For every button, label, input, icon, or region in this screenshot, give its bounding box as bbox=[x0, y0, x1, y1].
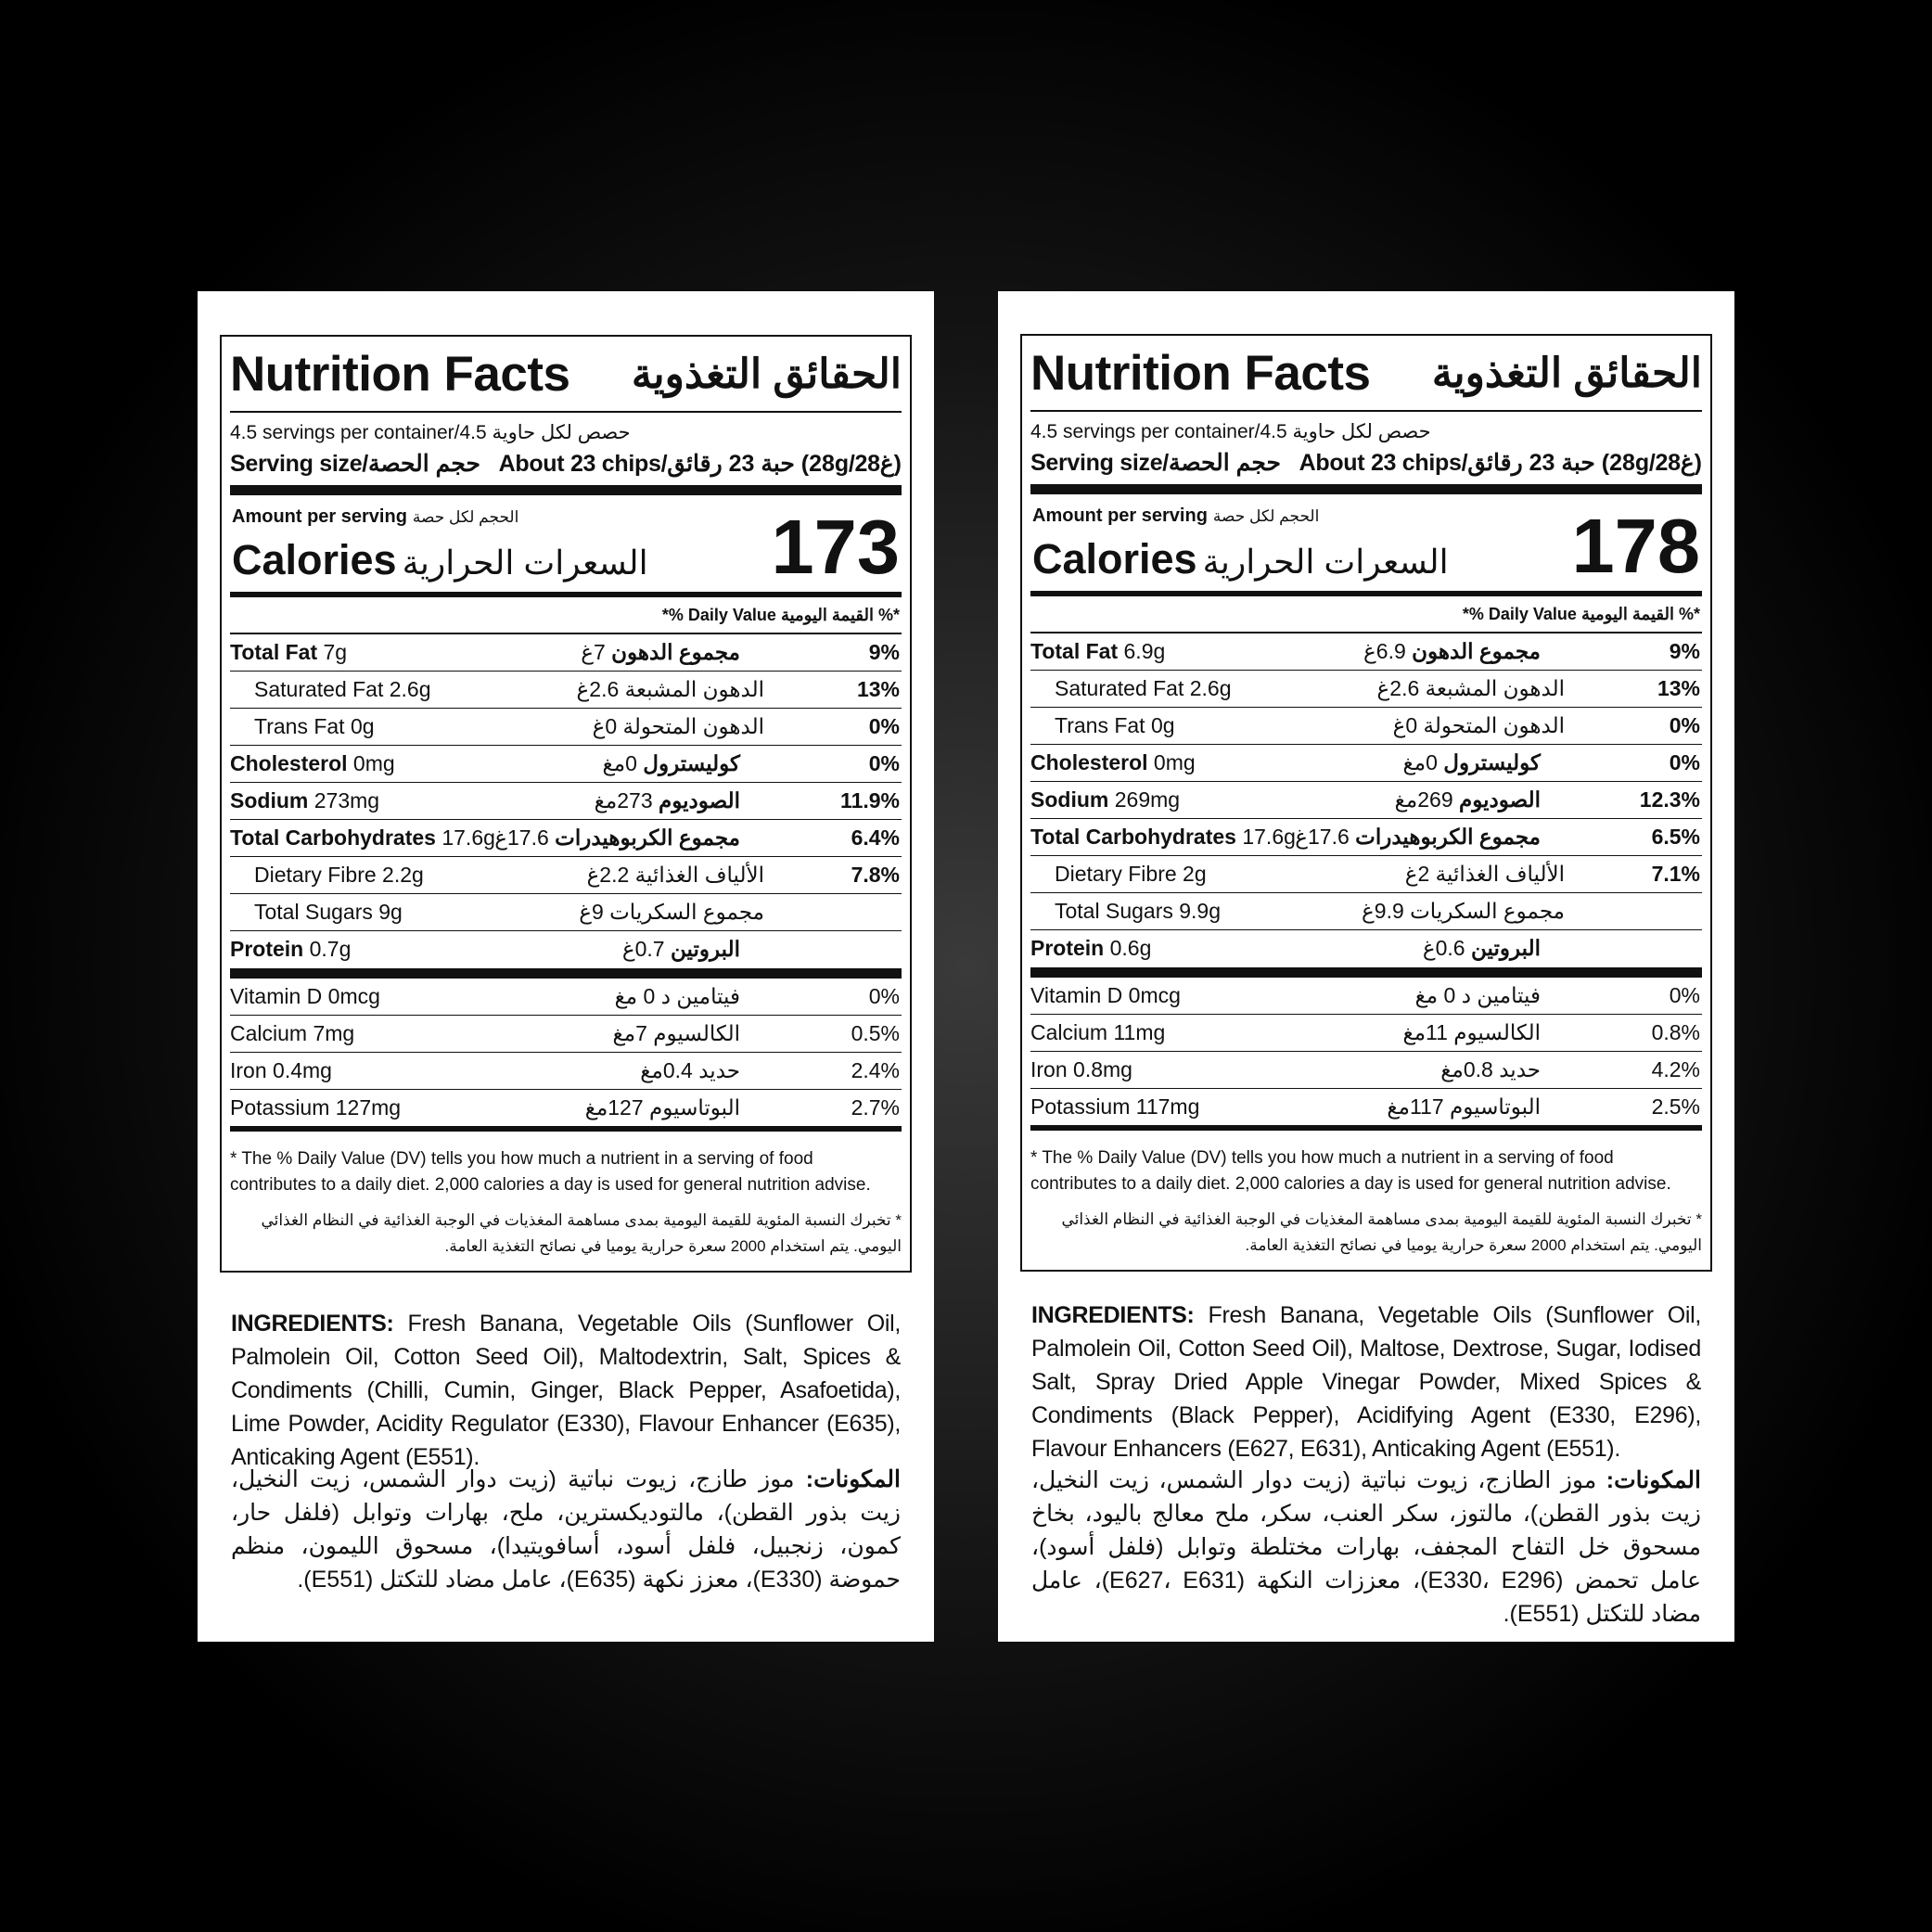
nutrient-name-ar: الدهون المشبعة bbox=[624, 677, 764, 701]
nutrient-name: Total Sugars bbox=[1055, 899, 1173, 923]
nutrient-row-dietary-fibre bbox=[230, 856, 902, 893]
nutrient-table bbox=[230, 633, 902, 967]
nutrient-table bbox=[1030, 632, 1702, 966]
calories-block bbox=[1030, 494, 1702, 591]
ingredients-label-ar: المكونات: bbox=[1606, 1467, 1701, 1493]
nutrient-name: Saturated Fat bbox=[254, 677, 384, 701]
thick-divider bbox=[230, 485, 902, 495]
servings-per-container: 4.5 servings per container/4.5 حصص لكل حاوية bbox=[1030, 410, 1702, 446]
ingredients-arabic bbox=[231, 1463, 901, 1596]
nutrient-dv: 12.3% bbox=[1639, 787, 1700, 812]
vitamin-dv: 0.8% bbox=[1651, 1020, 1700, 1044]
vitamin-name-ar: البوتاسيوم 117مغ bbox=[1387, 1094, 1541, 1119]
nutrient-amount: 9g bbox=[378, 900, 403, 924]
nutrient-row-trans-fat bbox=[1030, 707, 1702, 744]
nutrient-amount-ar: 2غ bbox=[1404, 862, 1430, 886]
nutrient-row-sodium bbox=[230, 782, 902, 819]
calories-label-en: Calories bbox=[232, 536, 397, 583]
nutrient-amount-ar: 2.2غ bbox=[586, 863, 630, 887]
nutrient-dv: 9% bbox=[1669, 639, 1700, 663]
vitamin-name-ar: البوتاسيوم 127مغ bbox=[584, 1095, 740, 1120]
nutrient-amount: 2.6g bbox=[1189, 676, 1232, 700]
amount-per-serving bbox=[232, 506, 518, 528]
nutrient-amount: 2.2g bbox=[382, 863, 424, 887]
vitamin-table bbox=[230, 979, 902, 1126]
vitamin-dv: 0% bbox=[1669, 983, 1700, 1007]
nutrient-row-total-fat bbox=[1030, 632, 1702, 670]
daily-value-header: *% Daily Value القيمة اليومية %* bbox=[661, 606, 900, 624]
nutrient-dv: 7.1% bbox=[1651, 862, 1700, 886]
vitamin-name: Vitamin D 0mcg bbox=[230, 984, 380, 1008]
vitamin-name-ar: حديد 0.8مغ bbox=[1440, 1057, 1541, 1081]
nutrient-amount-ar: 0غ bbox=[1392, 713, 1418, 737]
nutrient-amount: 273mg bbox=[313, 788, 380, 812]
vitamin-row bbox=[230, 1052, 902, 1089]
vitamin-name: Iron 0.8mg bbox=[1030, 1057, 1132, 1081]
nutrient-name: Total Fat bbox=[1030, 639, 1119, 663]
nutrient-name-ar: مجموع الدهون bbox=[1412, 639, 1541, 663]
nutrient-name: Protein bbox=[1030, 936, 1105, 960]
nutrient-name: Total Carbohydrates bbox=[1030, 825, 1236, 849]
nutrient-row-sodium bbox=[1030, 781, 1702, 818]
vitamin-dv: 2.7% bbox=[851, 1095, 900, 1120]
vitamin-name: Calcium 11mg bbox=[1030, 1020, 1166, 1044]
mid-divider bbox=[1030, 1125, 1702, 1131]
calories-block bbox=[230, 495, 902, 592]
nutrient-row-trans-fat bbox=[230, 708, 902, 745]
nutrient-row-total-carbohydrates bbox=[1030, 818, 1702, 855]
amount-per-serving-ar: الحجم لكل حصة bbox=[412, 508, 519, 526]
nutrient-row-protein bbox=[230, 930, 902, 967]
nutrient-name: Protein bbox=[230, 937, 304, 961]
nutrient-name-ar: مجموع السكريات bbox=[609, 900, 764, 924]
calories-label bbox=[232, 536, 648, 584]
footnote-arabic: * تخبرك النسبة المئوية للقيمة اليومية بمدى مساهمة المغذيات في الوجبة الغذائية في النظام الغذائي اليومي. يتم استخدام 2000 سعرة حرارية يوميا في نصائح التغذية العامة. bbox=[1061, 1210, 1702, 1254]
daily-value-header: *% Daily Value القيمة اليومية %* bbox=[1462, 605, 1700, 623]
nutrient-name: Sodium bbox=[1030, 787, 1109, 812]
nutrient-name-ar: الألياف الغذائية bbox=[1435, 862, 1565, 886]
serving-size-label: Serving size/حجم الحصة bbox=[1030, 450, 1281, 476]
nutrient-dv: 13% bbox=[1657, 676, 1700, 700]
nutrient-amount: 2.6g bbox=[389, 677, 431, 701]
nutrient-name-ar: الدهون المتحولة bbox=[1423, 713, 1565, 737]
nutrient-name-ar: الدهون المشبعة bbox=[1425, 676, 1565, 700]
thick-divider bbox=[1030, 967, 1702, 978]
nutrient-name: Total Carbohydrates bbox=[230, 825, 436, 850]
nutrient-amount-ar: 0مغ bbox=[602, 751, 637, 775]
vitamin-name: Iron 0.4mg bbox=[230, 1058, 332, 1082]
serving-size-label: Serving size/حجم الحصة bbox=[230, 451, 480, 477]
vitamin-dv: 2.5% bbox=[1651, 1094, 1700, 1119]
thick-divider bbox=[230, 968, 902, 979]
calories-label-ar: السعرات الحرارية bbox=[1202, 543, 1449, 581]
nutrient-amount: 0g bbox=[1150, 713, 1175, 737]
nutrient-name: Dietary Fibre bbox=[1055, 862, 1177, 886]
nutrient-row-cholesterol bbox=[230, 745, 902, 782]
calories-label-en: Calories bbox=[1032, 535, 1197, 582]
vitamin-row bbox=[1030, 978, 1702, 1014]
thick-divider bbox=[1030, 484, 1702, 494]
nutrient-amount: 9.9g bbox=[1179, 899, 1222, 923]
nutrient-dv: 0% bbox=[1669, 713, 1700, 737]
nutrient-dv: 9% bbox=[868, 640, 900, 664]
serving-size-value: About 23 chips/حبة 23 رقائق (28g/28غ) bbox=[1299, 450, 1702, 476]
nutrient-name-ar: البروتين bbox=[671, 937, 740, 961]
vitamin-name: Vitamin D 0mcg bbox=[1030, 983, 1181, 1007]
footnote-english: * The % Daily Value (DV) tells you how much a nutrient in a serving of food contributes to a daily diet. 2,000 calories a day is used for general nutrition advise. bbox=[1030, 1148, 1671, 1194]
amount-per-serving-en: Amount per serving bbox=[1032, 505, 1208, 526]
nutrient-amount-ar: 17.6غ bbox=[494, 825, 549, 850]
vitamin-row bbox=[230, 1015, 902, 1052]
calories-value: 178 bbox=[1571, 503, 1700, 589]
nutrient-amount-ar: 17.6غ bbox=[1295, 825, 1350, 849]
nutrient-name-ar: الصوديوم bbox=[659, 788, 740, 812]
serving-size-row bbox=[230, 447, 902, 484]
nutrient-name: Dietary Fibre bbox=[254, 863, 377, 887]
nutrient-row-total-fat bbox=[230, 633, 902, 671]
vitamin-name-ar: فيتامين د 0 مغ bbox=[1414, 983, 1541, 1007]
footnote-arabic: * تخبرك النسبة المئوية للقيمة اليومية بمدى مساهمة المغذيات في الوجبة الغذائية في النظام الغذائي اليومي. يتم استخدام 2000 سعرة حرارية يوميا في نصائح التغذية العامة. bbox=[261, 1211, 902, 1255]
serving-size-value: About 23 chips/حبة 23 رقائق (28g/28غ) bbox=[498, 451, 902, 477]
nutrient-amount-ar: 0.7غ bbox=[621, 937, 665, 961]
nutrient-row-protein bbox=[1030, 929, 1702, 966]
ingredients-arabic bbox=[1031, 1464, 1701, 1631]
title-english: Nutrition Facts bbox=[230, 346, 570, 402]
nutrient-amount: 0mg bbox=[1153, 750, 1196, 774]
mid-divider bbox=[230, 1126, 902, 1132]
vitamin-row bbox=[230, 979, 902, 1015]
nutrient-name-ar: البروتين bbox=[1471, 936, 1541, 960]
nutrient-row-dietary-fibre bbox=[1030, 855, 1702, 892]
amount-per-serving bbox=[1032, 505, 1319, 527]
serving-size-row bbox=[1030, 446, 1702, 483]
vitamin-name: Calcium 7mg bbox=[230, 1021, 355, 1045]
nutrient-name: Total Sugars bbox=[254, 900, 373, 924]
nutrient-amount-ar: 2.6غ bbox=[576, 677, 620, 701]
title-row bbox=[1030, 336, 1702, 410]
vitamin-dv: 0.5% bbox=[851, 1021, 900, 1045]
ingredients-label: INGREDIENTS: bbox=[1031, 1302, 1195, 1328]
vitamin-dv: 2.4% bbox=[851, 1058, 900, 1082]
nutrient-amount: 0mg bbox=[352, 751, 395, 775]
nutrient-amount-ar: 6.9غ bbox=[1363, 639, 1406, 663]
ingredients-label: INGREDIENTS: bbox=[231, 1311, 394, 1337]
servings-per-container: 4.5 servings per container/4.5 حصص لكل حاوية bbox=[230, 411, 902, 447]
nutrient-amount: 7g bbox=[323, 640, 348, 664]
vitamin-dv: 4.2% bbox=[1651, 1057, 1700, 1081]
ingredients-english bbox=[231, 1307, 901, 1474]
nutrient-amount: 0.6g bbox=[1109, 936, 1152, 960]
nutrient-dv: 0% bbox=[868, 751, 900, 775]
nutrient-amount-ar: 273مغ bbox=[594, 788, 653, 812]
nutrient-amount-ar: 7غ bbox=[581, 640, 606, 664]
nutrient-name: Cholesterol bbox=[1030, 750, 1148, 774]
nutrient-amount: 2g bbox=[1183, 862, 1207, 886]
nutrient-row-saturated-fat bbox=[230, 671, 902, 708]
nutrient-amount: 0.7g bbox=[309, 937, 352, 961]
nutrient-row-total-carbohydrates bbox=[230, 819, 902, 856]
nutrient-name: Sodium bbox=[230, 788, 309, 812]
vitamin-table bbox=[1030, 978, 1702, 1125]
nutrient-name-ar: مجموع السكريات bbox=[1410, 899, 1565, 923]
calories-label-ar: السعرات الحرارية bbox=[402, 544, 648, 582]
nutrient-dv: 0% bbox=[1669, 750, 1700, 774]
nutrient-dv: 11.9% bbox=[840, 788, 900, 812]
nutrient-row-cholesterol bbox=[1030, 744, 1702, 781]
nutrient-dv: 7.8% bbox=[851, 863, 900, 887]
nutrient-name: Trans Fat bbox=[1055, 713, 1145, 737]
vitamin-row bbox=[1030, 1014, 1702, 1051]
nutrient-row-total-sugars bbox=[230, 893, 902, 930]
nutrient-amount: 17.6g bbox=[441, 825, 495, 850]
amount-per-serving-ar: الحجم لكل حصة bbox=[1212, 507, 1320, 525]
vitamin-name-ar: حديد 0.4مغ bbox=[640, 1058, 740, 1082]
ingredients-label-ar: المكونات: bbox=[805, 1466, 901, 1492]
nutrient-amount: 17.6g bbox=[1242, 825, 1296, 849]
ingredients-text-ar: موز طازج، زيوت نباتية (زيت دوار الشمس، زيت النخيل، زيت بذور القطن)، مالتوديكسترين، ملح، بهارات وتوابل (فلفل حار، كمون، زنجبيل، فلفل أسود، أسافويتيدا)، مسحوق الليمون، منظم حموضة (E330)، معزز نكهة (E635)، عامل مضاد للتكتل (E551). bbox=[231, 1466, 901, 1593]
nutrient-name-ar: كوليسترول bbox=[643, 751, 740, 775]
nutrient-amount-ar: 9غ bbox=[579, 900, 604, 924]
footnote-english: * The % Daily Value (DV) tells you how much a nutrient in a serving of food contributes to a daily diet. 2,000 calories a day is used for general nutrition advise. bbox=[230, 1149, 871, 1195]
ingredients-text: Fresh Banana, Vegetable Oils (Sunflower Oil, Palmolein Oil, Cotton Seed Oil), Maltodextrin, Salt, Spices & Condiments (Chilli, Cumin, Ginger, Black Pepper, Asafoetida), Lime Powder, Acidity Regulator (E330), Flavour Enhancer (E635), Anticaking Agent (E551). bbox=[231, 1311, 901, 1470]
vitamin-row bbox=[1030, 1088, 1702, 1125]
nutrient-amount-ar: 0غ bbox=[592, 714, 618, 738]
nutrient-name-ar: كوليسترول bbox=[1443, 750, 1541, 774]
title-arabic: الحقائق التغذوية bbox=[1431, 350, 1702, 396]
nutrient-name: Total Fat bbox=[230, 640, 318, 664]
nutrient-amount-ar: 269مغ bbox=[1394, 787, 1453, 812]
nutrient-row-total-sugars bbox=[1030, 892, 1702, 929]
nutrient-amount-ar: 2.6غ bbox=[1376, 676, 1420, 700]
nutrient-dv: 13% bbox=[856, 677, 900, 701]
vitamin-name-ar: الكالسيوم 11مغ bbox=[1402, 1020, 1541, 1044]
nutrient-name-ar: الألياف الغذائية bbox=[634, 863, 764, 887]
nutrient-name: Cholesterol bbox=[230, 751, 348, 775]
vitamin-row bbox=[230, 1089, 902, 1126]
nutrient-name-ar: الصوديوم bbox=[1459, 787, 1541, 812]
amount-per-serving-en: Amount per serving bbox=[232, 506, 407, 527]
nutrient-name-ar: الدهون المتحولة bbox=[622, 714, 764, 738]
vitamin-name: Potassium 127mg bbox=[230, 1095, 402, 1120]
nutrient-amount: 0g bbox=[350, 714, 375, 738]
nutrient-name: Saturated Fat bbox=[1055, 676, 1184, 700]
ingredients-text: Fresh Banana, Vegetable Oils (Sunflower Oil, Palmolein Oil, Cotton Seed Oil), Maltose, Dextrose, Sugar, Iodised Salt, Spray Dried Apple Vinegar Powder, Mixed Spices & Condiments (Black Pepper), Acidifying Agent (E330, E296), Flavour Enhancers (E627, E631), Anticaking Agent (E551). bbox=[1031, 1302, 1701, 1462]
calories-label bbox=[1032, 535, 1449, 583]
nutrition-label-left bbox=[198, 291, 934, 1642]
title-english: Nutrition Facts bbox=[1030, 345, 1371, 401]
nutrient-dv: 0% bbox=[868, 714, 900, 738]
vitamin-name-ar: الكالسيوم 7مغ bbox=[612, 1021, 740, 1045]
nutrient-dv: 6.5% bbox=[1651, 825, 1700, 849]
nutrient-amount-ar: 0.6غ bbox=[1422, 936, 1465, 960]
nutrition-facts-panel bbox=[1020, 334, 1712, 1272]
vitamin-name-ar: فيتامين د 0 مغ bbox=[614, 984, 740, 1008]
ingredients-text-ar: موز الطازج، زيوت نباتية (زيت دوار الشمس، زيت النخيل، زيت بذور القطن)، مالتوز، سكر العنب، سكر، ملح معالج باليود، بخاخ مسحوق خل التفاح المجفف، بهارات مختلطة وتوابل (فلفل أسود)، عامل تحمض (E330، E296)، معززات النكهة (E627، E631)، عامل مضاد للتكتل (E551). bbox=[1031, 1467, 1701, 1627]
title-row bbox=[230, 337, 902, 411]
title-arabic: الحقائق التغذوية bbox=[631, 351, 902, 397]
nutrient-name-ar: مجموع الدهون bbox=[611, 640, 740, 664]
nutrient-row-saturated-fat bbox=[1030, 670, 1702, 707]
nutrient-name-ar: مجموع الكربوهيدرات bbox=[555, 825, 740, 850]
nutrient-amount-ar: 9.9غ bbox=[1362, 899, 1404, 923]
calories-value: 173 bbox=[771, 504, 900, 590]
vitamin-name: Potassium 117mg bbox=[1030, 1094, 1200, 1119]
nutrient-amount: 269mg bbox=[1114, 787, 1181, 812]
vitamin-row bbox=[1030, 1051, 1702, 1088]
nutrition-label-right bbox=[998, 291, 1734, 1642]
nutrient-amount-ar: 0مغ bbox=[1402, 750, 1438, 774]
nutrient-name-ar: مجموع الكربوهيدرات bbox=[1355, 825, 1541, 849]
nutrition-facts-panel bbox=[220, 335, 912, 1273]
nutrient-amount: 6.9g bbox=[1123, 639, 1166, 663]
vitamin-dv: 0% bbox=[868, 984, 900, 1008]
ingredients-english bbox=[1031, 1299, 1701, 1465]
nutrient-name: Trans Fat bbox=[254, 714, 345, 738]
nutrient-dv: 6.4% bbox=[851, 825, 900, 850]
